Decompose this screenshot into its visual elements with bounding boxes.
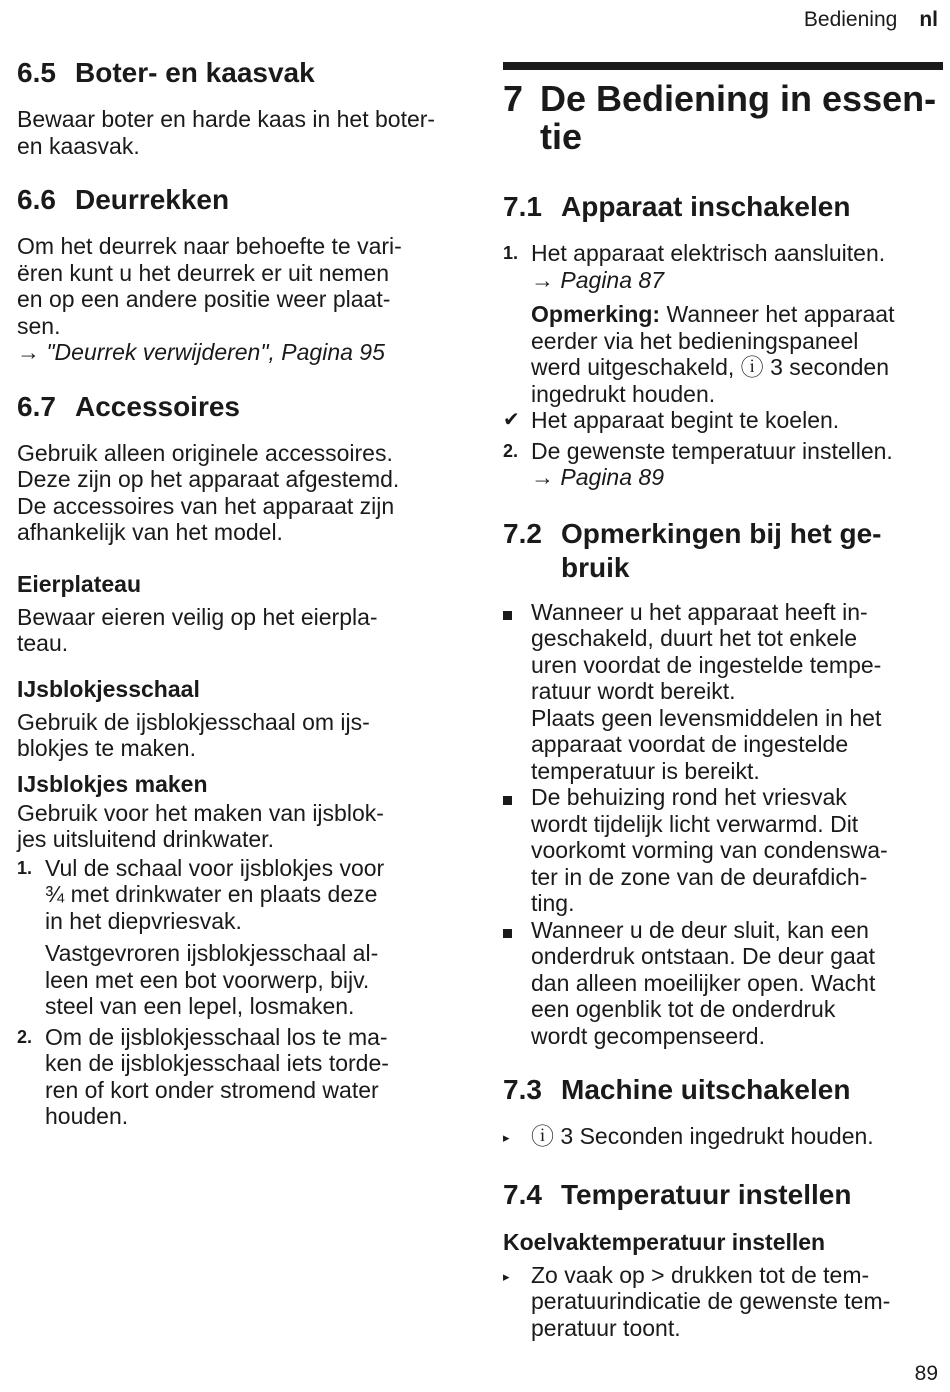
header-section: Bediening	[803, 8, 898, 31]
subheading-koelvaktemperatuur: Koelvaktemperatuur instellen	[503, 1228, 826, 1255]
paragraph-ijsblokjes-maken: Gebruik voor het maken van ijsblok- jes uitsluitend drinkwater.	[17, 799, 384, 852]
square-bullet-icon	[503, 784, 531, 917]
subheading-ijsblokjes-maken: IJsblokjes maken	[17, 770, 208, 797]
arrow-right-icon: →	[531, 464, 554, 490]
result-line: ✔ Het apparaat begint te koelen.	[503, 407, 840, 433]
bullet-item: Wanneer u de deur sluit, kan een onderdruk ontstaan. De deur gaat dan alleen moeilijker open. Wacht een ogenblik tot de onderdruk wordt gecompenseerd.	[503, 917, 943, 1050]
step-1: 1. Vul de schaal voor ijsblokjes voor ¾ met drinkwater en plaats deze in het diepvriesvak. Vastgevroren ijsblokjesschaal al- leen met een bot voorwerp, bijv. steel van een lepel, losmaken.	[17, 854, 385, 1019]
paragraph-accessoires: Gebruik alleen originele accessoires. Deze zijn op het apparaat afgestemd. De accessoires van het apparaat zijn afhankelijk van het model.	[17, 439, 400, 545]
cross-reference-link[interactable]: → Pagina 87	[531, 266, 664, 293]
checkmark-icon: ✔	[503, 409, 520, 431]
action-item: ▸ Zo vaak op > drukken tot de tem- peratuurindicatie de gewenste tem- peratuur toont.	[503, 1261, 891, 1341]
step-number: 1.	[17, 857, 33, 878]
heading-6-5: 6.5 Boter- en kaasvak	[17, 57, 315, 88]
chapter-7-title: 7 De Bediening in essen- tie	[503, 78, 937, 157]
page-number: 89	[914, 1362, 938, 1385]
action-item: ▸ ⓘ 3 Seconden ingedrukt houden.	[503, 1123, 943, 1152]
square-bullet-icon	[503, 599, 531, 785]
chapter-rule	[503, 62, 943, 70]
heading-7-2: 7.2 Opmerkingen bij het ge- bruik	[503, 517, 882, 583]
paragraph-ijsblokjesschaal: Gebruik de ijsblokjesschaal om ijs- blokjes te maken.	[17, 708, 370, 761]
heading-6-7: 6.7 Accessoires	[17, 390, 241, 422]
right-column	[503, 56, 943, 1341]
heading-7-1: 7.1 Apparaat inschakelen	[503, 191, 851, 222]
arrow-right-icon: →	[17, 339, 40, 365]
page-header	[804, 8, 938, 32]
square-bullet-icon	[503, 917, 531, 1050]
left-column	[17, 56, 462, 1130]
triangle-bullet-icon: ▸	[503, 1268, 510, 1284]
step-number: 2.	[503, 440, 519, 461]
cross-reference-link[interactable]: → "Deurrek verwijderen", Pagina 95	[17, 339, 385, 365]
bullet-item: De behuizing rond het vriesvak wordt tijdelijk licht verwarmd. Dit voorkomt vorming van condenswa- ter in de zone van de deurafdich- ting.	[503, 784, 943, 917]
paragraph-boter: Bewaar boter en harde kaas in het boter- en kaasvak.	[17, 106, 436, 159]
cross-reference-link[interactable]: → Pagina 89	[531, 464, 664, 490]
bullet-item: Wanneer u het apparaat heeft in- geschakeld, duurt het tot enkele uren voordat de ingestelde tempe- ratuur wordt bereikt. Plaats geen levensmiddelen in het apparaat voordat de ingestelde temperatuur is bereikt.	[503, 599, 943, 785]
step-2: 2. De gewenste temperatuur instellen. → Pagina 89	[503, 438, 943, 491]
heading-7-3: 7.3 Machine uitschakelen	[503, 1074, 851, 1105]
subheading-eierplateau: Eierplateau	[17, 570, 141, 597]
subheading-ijsblokjesschaal: IJsblokjesschaal	[17, 675, 200, 702]
step-number: 2.	[17, 1026, 33, 1047]
arrow-right-icon: →	[531, 266, 554, 293]
triangle-bullet-icon: ▸	[503, 1130, 510, 1145]
heading-7-4: 7.4 Temperatuur instellen	[503, 1178, 852, 1210]
step-2: 2. Om de ijsblokjesschaal los te ma- ken de ijsblokjesschaal iets torde- ren of kort onder stromend water houden.	[17, 1023, 389, 1129]
step-1: 1. Het apparaat elektrisch aansluiten. → Pagina 87 Opmerking: Wanneer het apparaat eerder via het bedieningspaneel werd uitgeschakeld, ⓘ 3 seconden ingedrukt houden.	[503, 240, 943, 407]
paragraph-deurrekken: Om het deurrek naar behoefte te vari- ëren kunt u het deurrek er uit nemen en op een andere positie weer plaat- sen. → "Deurrek verwijderen", Pagina 95	[17, 233, 462, 366]
header-language: nl	[919, 8, 938, 31]
paragraph-eierplateau: Bewaar eieren veilig op het eierpla- teau.	[17, 603, 378, 656]
note: Opmerking: Wanneer het apparaat	[531, 301, 895, 327]
step-number: 1.	[503, 243, 519, 263]
heading-6-6: 6.6 Deurrekken	[17, 184, 230, 215]
